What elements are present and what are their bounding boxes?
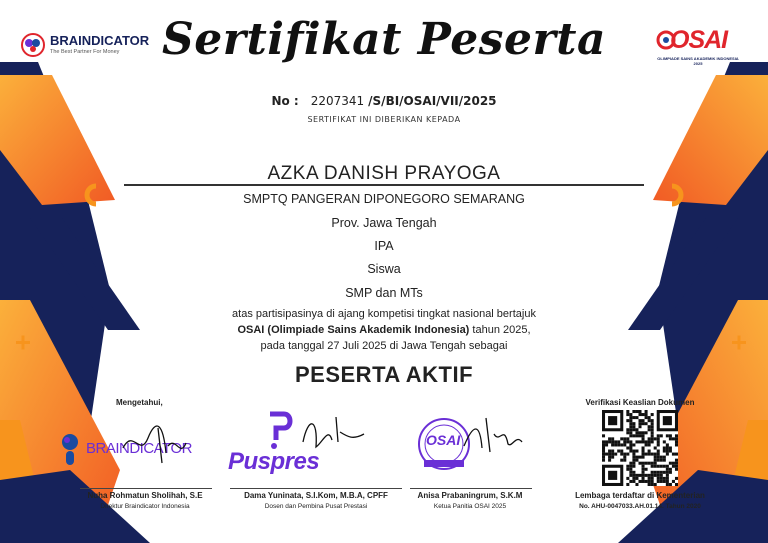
- competition-year: tahun 2025,: [469, 324, 531, 336]
- signer-1-title: Direktur Braindicator Indonesia: [100, 503, 190, 510]
- description-line-2: [0, 324, 768, 336]
- signer-1-name: Nuha Rohmatun Sholihah, S.E: [87, 491, 203, 500]
- competition-name: OSAI (Olimpiade Sains Akademik Indonesia): [237, 324, 470, 336]
- signature-scribble-1: [118, 418, 188, 468]
- signature-block-1: [58, 418, 218, 478]
- verification-qr-code[interactable]: [602, 410, 678, 486]
- number-suffix: /S/BI/OSAI/VII/2025: [368, 94, 497, 108]
- signature-scribble-3: [460, 414, 524, 462]
- osai-stamp: OSAI: [426, 432, 461, 448]
- participant-role: Siswa: [367, 262, 401, 276]
- osai-logo-subtitle: OLIMPIADE SAINS AKADEMIK INDONESIA 2025: [657, 56, 739, 66]
- number-value: 2207341: [310, 94, 365, 108]
- description-line-3: pada tanggal 27 Juli 2025 di Jawa Tengah sebagai: [260, 340, 508, 352]
- given-to-label: SERTIFIKAT INI DIBERIKAN KEPADA: [307, 115, 461, 124]
- braindicator-stamp: BRAINDICATOR: [86, 440, 192, 457]
- registration-label: Lembaga terdaftar di Kementerian: [575, 491, 705, 500]
- description-line-1: atas partisipasinya di ajang kompetisi tingkat nasional bertajuk: [232, 308, 536, 320]
- known-label: Mengetahui,: [116, 398, 163, 407]
- subject: IPA: [374, 239, 394, 253]
- registration-number: No. AHU-0047033.AH.01.14. Tahun 2020: [579, 503, 701, 510]
- brand-name: BRAINDICATOR: [50, 33, 150, 48]
- signer-2-name: Dama Yuninata, S.I.Kom, M.B.A, CPFF: [244, 491, 388, 500]
- signature-scribble-2: [298, 412, 368, 462]
- province: Prov. Jawa Tengah: [331, 216, 437, 230]
- osai-logo-text: OSAI: [670, 26, 728, 54]
- number-label: No :: [271, 94, 299, 108]
- brand-tagline: The Best Partner For Money: [50, 49, 120, 55]
- name-underline: [124, 184, 644, 186]
- participant-status: PESERTA AKTIF: [294, 362, 474, 387]
- certificate-title: Sertifikat Peserta: [162, 14, 606, 65]
- puspres-stamp: Puspres: [228, 448, 320, 475]
- braindicator-stamp-icon: [60, 432, 80, 466]
- signer-2-title: Dosen dan Pembina Pusat Prestasi: [264, 503, 368, 510]
- recipient-name: AZKA DANISH PRAYOGA: [267, 163, 501, 184]
- puspres-logo-icon: [266, 410, 294, 450]
- signature-line-3: [410, 488, 532, 489]
- signer-3-title: Ketua Panitia OSAI 2025: [433, 503, 507, 510]
- verification-label: Verifikasi Keaslian Dokumen: [585, 398, 695, 407]
- signature-line-1: [80, 488, 212, 489]
- education-level: SMP dan MTs: [345, 286, 423, 300]
- certificate-number: [0, 94, 768, 108]
- signature-block-3: [408, 410, 528, 482]
- school-name: SMPTQ PANGERAN DIPONEGORO SEMARANG: [243, 192, 525, 206]
- signature-line-2: [230, 488, 402, 489]
- signature-block-2: [228, 410, 378, 482]
- signer-3-name: Anisa Prabaningrum, S.K.M: [417, 491, 523, 500]
